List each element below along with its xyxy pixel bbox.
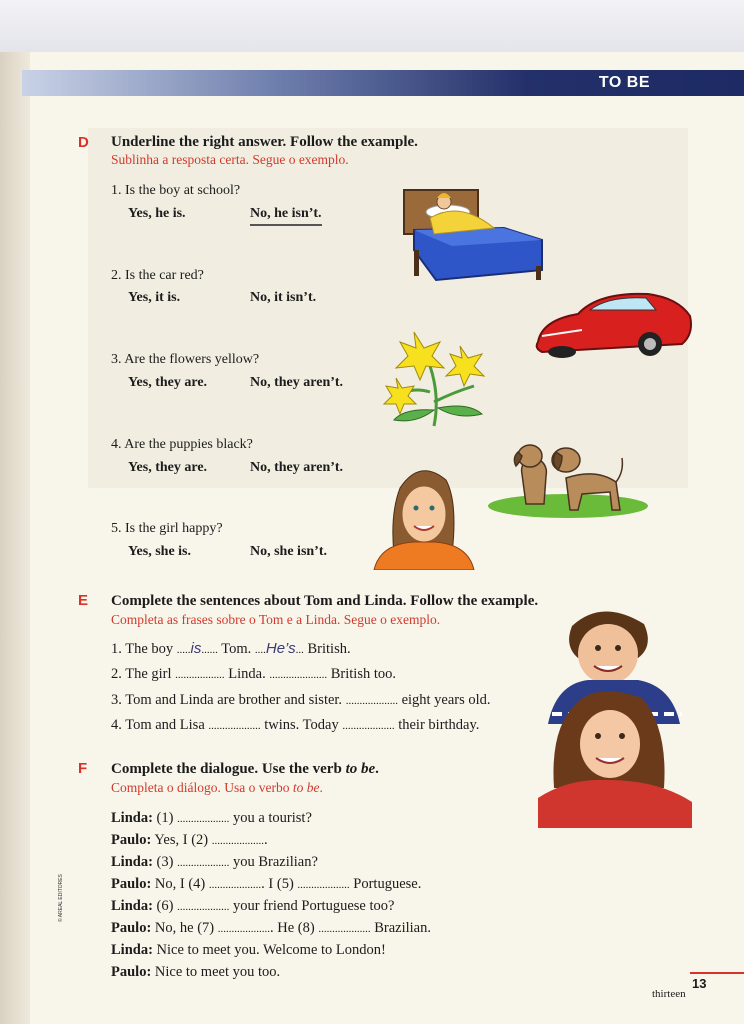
speaker: Linda: [111, 942, 153, 958]
dialogue-line-5 [111, 898, 394, 915]
answer-yes-4[interactable]: Yes, they are. [128, 460, 208, 475]
blank-e-1-1-answer: is [190, 640, 202, 657]
section-d-letter: D [78, 134, 89, 151]
sentence-e-2-start: 2. The girl [111, 666, 172, 682]
dialogue-blank-2[interactable]: ................... [211, 835, 264, 847]
dialogue-blank-7[interactable]: ................... [217, 923, 270, 935]
answer-yes-1[interactable]: Yes, he is. [128, 206, 186, 221]
red-car-illustration [534, 286, 694, 366]
page-number-rule [690, 972, 744, 974]
blank-e-1-2-answer: He’s [265, 640, 296, 657]
section-f-instruction-pt-end: . [319, 780, 323, 795]
section-f-letter: F [78, 760, 88, 777]
dialogue-blank-3[interactable]: ................... [177, 857, 230, 869]
section-f-instruction-text: Complete the dialogue. Use the verb [111, 761, 346, 777]
answer-no-2[interactable]: No, it isn’t. [250, 290, 317, 305]
section-f-instruction-pt [111, 780, 323, 796]
dialogue-blank-8[interactable]: ................... [318, 923, 371, 935]
dialogue-text: you a tourist? [232, 810, 312, 826]
dialogue-blank-4[interactable]: ................... [208, 879, 262, 891]
sentence-e-3 [111, 692, 491, 709]
publisher-credit: © AREAL EDITORES [58, 874, 64, 922]
puppies-illustration [486, 438, 650, 522]
sentence-e-1-mid: Tom. [221, 641, 252, 657]
blank-e-4-2[interactable]: ................... [342, 720, 395, 732]
sentence-e-1-start: 1. The boy [111, 641, 174, 657]
section-f-instruction-pt-verb: to be [292, 780, 320, 795]
dialogue-text: No, he [154, 920, 194, 936]
section-e-letter: E [78, 592, 89, 609]
dialogue-line-4 [111, 876, 421, 893]
sentence-e-2-end: British too. [330, 666, 397, 682]
page-binding-shadow [0, 52, 30, 1024]
yellow-flowers-illustration [374, 322, 502, 428]
sentence-e-2 [111, 666, 396, 683]
answer-yes-2[interactable]: Yes, it is. [128, 290, 181, 305]
blank-number: (7) [197, 920, 215, 936]
sentence-e-4-end: their birthday. [398, 717, 480, 733]
answer-no-3[interactable]: No, they aren’t. [250, 375, 344, 390]
section-d-instruction: Underline the right answer. Follow the example. [111, 134, 418, 150]
sentence-e-3-end: eight years old. [401, 692, 491, 708]
dialogue-text: Nice to meet you. Welcome to London! [156, 942, 386, 958]
answer-no-1[interactable]: No, he isn’t. [250, 206, 322, 226]
answer-yes-5[interactable]: Yes, she is. [128, 544, 192, 559]
section-f-instruction-verb: to be [345, 761, 376, 777]
speaker: Paulo: [111, 876, 152, 892]
dialogue-blank-6[interactable]: ................... [177, 901, 230, 913]
speaker: Linda: [111, 898, 153, 914]
dialogue-line-1 [111, 810, 312, 827]
blank-number: (3) [156, 854, 174, 870]
question-5: 5. Is the girl happy? [111, 521, 223, 536]
dialogue-text: Brazilian. [374, 920, 431, 936]
section-f-instruction-pt-text: Completa o diálogo. Usa o verbo [111, 780, 293, 795]
blank-e-2-2[interactable]: ..................... [269, 669, 328, 681]
blank-e-1-2[interactable]: ....He’s... [254, 640, 304, 657]
happy-girl-illustration [372, 460, 476, 570]
dialogue-text: . He [270, 920, 295, 936]
sentence-e-3-start: 3. Tom and Linda are brother and sister. [111, 692, 343, 708]
dialogue-text: . I [261, 876, 274, 892]
dialogue-blank-1[interactable]: ................... [177, 813, 230, 825]
tom-and-linda-photo [538, 604, 692, 828]
speaker: Paulo: [111, 920, 152, 936]
blank-e-1-1[interactable]: .....is...... [176, 640, 218, 657]
blank-number: (1) [156, 810, 174, 826]
dialogue-text: Yes, I [154, 832, 188, 848]
header-title: TO BE [598, 74, 650, 91]
blank-number: (5) [276, 876, 294, 892]
page-number-word: thirteen [652, 988, 686, 1000]
sentence-e-1-end: British. [307, 641, 351, 657]
question-1: 1. Is the boy at school? [111, 183, 241, 198]
section-f-instruction [111, 761, 379, 778]
dialogue-line-3 [111, 854, 318, 871]
blank-number: (2) [191, 832, 209, 848]
dialogue-text: Portuguese. [353, 876, 422, 892]
blank-e-3-1[interactable]: ................... [345, 695, 398, 707]
answer-no-4[interactable]: No, they aren’t. [250, 460, 344, 475]
speaker: Linda: [111, 810, 153, 826]
answer-no-5[interactable]: No, she isn’t. [250, 544, 328, 559]
blank-number: (8) [297, 920, 315, 936]
scan-top-strip [0, 0, 744, 58]
speaker: Paulo: [111, 964, 152, 980]
blank-e-4-1[interactable]: ................... [208, 720, 261, 732]
question-4: 4. Are the puppies black? [111, 437, 253, 452]
page-number: 13 [692, 976, 707, 991]
bed-illustration [400, 186, 546, 282]
speaker: Linda: [111, 854, 153, 870]
dialogue-line-2 [111, 832, 268, 849]
section-f-instruction-end: . [375, 761, 379, 777]
answer-yes-3[interactable]: Yes, they are. [128, 375, 208, 390]
dialogue-text: Nice to meet you too. [154, 964, 281, 980]
blank-e-2-1[interactable]: .................. [175, 669, 225, 681]
blank-number: (6) [156, 898, 174, 914]
section-e-instruction: Complete the sentences about Tom and Linda. Follow the example. [111, 593, 539, 609]
dialogue-text: . [263, 832, 268, 848]
section-e-instruction-pt: Completa as frases sobre o Tom e a Linda. Segue o exemplo. [111, 612, 441, 627]
sentence-e-1 [111, 640, 351, 658]
dialogue-blank-5[interactable]: ................... [297, 879, 350, 891]
dialogue-text: No, I [154, 876, 185, 892]
dialogue-text: you Brazilian? [232, 854, 318, 870]
dialogue-line-6 [111, 920, 431, 937]
dialogue-line-8 [111, 964, 280, 981]
dialogue-text: your friend Portuguese too? [232, 898, 395, 914]
sentence-e-4-start: 4. Tom and Lisa [111, 717, 205, 733]
sentence-e-4-mid: twins. Today [264, 717, 339, 733]
sentence-e-2-mid: Linda. [228, 666, 266, 682]
section-d-instruction-pt: Sublinha a resposta certa. Segue o exemplo. [111, 152, 349, 167]
question-2: 2. Is the car red? [111, 268, 204, 283]
blank-number: (4) [188, 876, 206, 892]
question-3: 3. Are the flowers yellow? [111, 352, 260, 367]
sentence-e-4 [111, 717, 479, 734]
dialogue-line-7 [111, 942, 386, 959]
speaker: Paulo: [111, 832, 152, 848]
